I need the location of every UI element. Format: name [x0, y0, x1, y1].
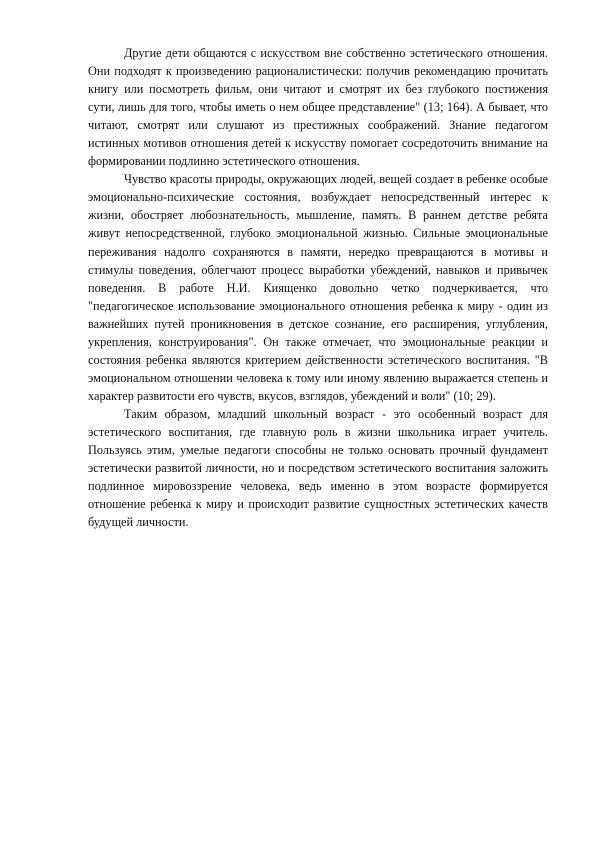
body-text — [88, 44, 548, 531]
paragraph-2: Чувство красоты природы, окружающих людей, вещей создает в ребенке особые эмоционально-психические состояния, возбуждает непосредственный интерес к жизни, обостряет любознательность, мышление, память. В раннем детстве ребята живут непосредственной, глубоко эмоциональной жизнью. Сильные эмоциональные переживания надолго сохраняются в памяти, нередко превращаются в мотивы и стимулы поведения, облегчают процесс выработки убеждений, навыков и привычек поведения. В работе Н.И. Киященко довольно четко подчеркивается, что "педагогическое использование эмоционального отношения ребенка к миру - один из важнейших путей проникновения в детское сознание, его расширения, углубления, укрепления, конструирования". Он также отмечает, что эмоциональные реакции и состояния ребенка являются критерием действенности эстетического воспитания. "В эмоциональном отношении человека к тому или иному явлению выражается степень и характер развитости его чувств, вкусов, взглядов, убеждений и воли" (10; 29). — [88, 172, 548, 403]
paragraph-1: Другие дети общаются с искусством вне собственно эстетического отношения. Они подходят к произведению рационалистически: получив рекомендацию прочитать книгу или посмотреть фильм, они читают и смотрят их без глубокого постижения сути, лишь для того, чтобы иметь о нем общее представление" (13; 164). А бывает, что читают, смотрят или слушают из престижных соображений. Знание педагогом истинных мотивов отношения детей к искусству помогает сосредоточить внимание на формировании подлинно эстетического отношения. — [88, 46, 548, 169]
paragraph-3: Таким образом, младший школьный возраст - это особенный возраст для эстетического воспитания, где главную роль в жизни школьника играет учитель. Пользуясь этим, умелые педагоги способны не только основать прочный фундамент эстетически развитой личности, но и посредством эстетического воспитания заложить подлинное мировоззрение человека, ведь именно в этом возрасте формируется отношение ребенка к миру и происходит развитие сущностных эстетических качеств будущей личности. — [88, 406, 548, 530]
